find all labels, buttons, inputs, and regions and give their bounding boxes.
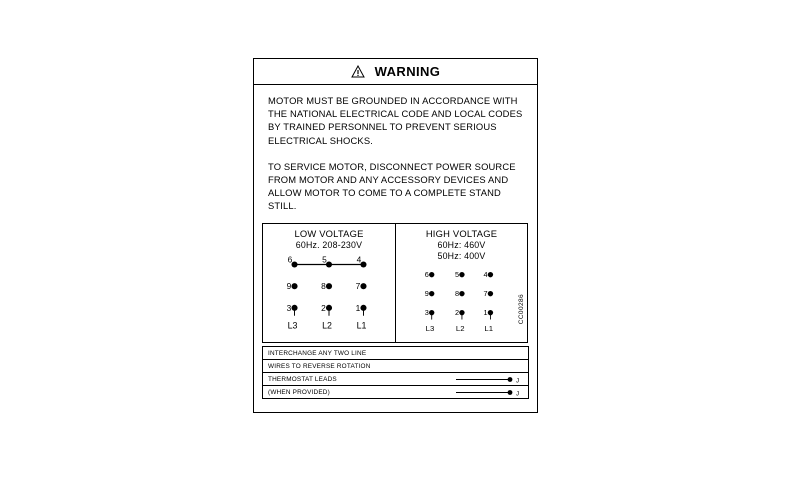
svg-text:3: 3 [424,308,429,318]
svg-text:4: 4 [356,254,362,265]
thermostat-lead-icon [454,373,524,386]
high-voltage-title: HIGH VOLTAGE [425,228,498,239]
svg-text:8: 8 [455,289,460,299]
high-voltage-subtitle-2: 50Hz: 400V [437,251,486,261]
note-rows [262,346,529,399]
svg-text:L1: L1 [356,320,367,331]
svg-text:1: 1 [355,302,361,313]
svg-text:5: 5 [455,270,460,280]
svg-text:L1: L1 [484,323,494,333]
svg-text:L3: L3 [287,320,298,331]
warning-paragraph-1: MOTOR MUST BE GROUNDED IN ACCORDANCE WITH THE NATIONAL ELECTRICAL CODE AND LOCAL CODES BY TRAINED PERSONNEL TO PREVENT SERIOUS ELECTRICAL SHOCKS. [268,95,523,146]
svg-text:L2: L2 [455,323,465,333]
svg-text:6: 6 [287,254,293,265]
svg-text:L3: L3 [425,323,435,333]
drawing-code: CC00286 [518,293,525,324]
svg-text:1: 1 [483,308,488,318]
low-voltage-schematic [263,254,395,342]
note-text: WIRES TO REVERSE ROTATION [268,362,371,370]
warning-body [254,85,537,221]
svg-text:7: 7 [483,289,488,299]
warning-title: WARNING [374,64,441,79]
note-text: THERMOSTAT LEADS [268,375,337,383]
high-voltage-schematic [396,266,527,342]
motor-wiring-label-plate [253,58,538,413]
svg-text:2: 2 [455,308,460,318]
svg-text:6: 6 [424,270,429,280]
svg-text:9: 9 [286,281,292,292]
low-voltage-title-block [263,228,395,251]
low-voltage-diagram [262,223,396,343]
note-row [263,386,528,399]
high-voltage-subtitle: 60Hz: 460V [437,239,486,250]
svg-text:4: 4 [483,270,488,280]
svg-text:J: J [516,391,519,398]
svg-text:9: 9 [424,289,429,299]
note-text: (WHEN PROVIDED) [268,388,330,396]
low-voltage-title: LOW VOLTAGE [294,228,364,239]
thermostat-lead-icon [454,386,524,399]
svg-text:7: 7 [355,281,361,292]
warning-header [254,59,537,85]
high-voltage-title-block [396,228,527,263]
svg-text:5: 5 [322,254,327,265]
low-voltage-subtitle: 60Hz. 208-230V [295,239,363,250]
note-text: INTERCHANGE ANY TWO LINE [268,349,367,357]
note-row [263,347,528,360]
svg-text:L2: L2 [322,320,332,331]
svg-text:2: 2 [321,302,326,313]
warning-paragraph-2: TO SERVICE MOTOR, DISCONNECT POWER SOURCE FROM MOTOR AND ANY ACCESSORY DEVICES AND ALLOW MOTOR TO COME TO A COMPLETE STAND STILL. [268,160,516,212]
svg-text:3: 3 [286,302,292,313]
wiring-diagrams [262,223,529,343]
svg-text:J: J [516,378,519,385]
warning-triangle-icon [351,65,365,78]
note-row [263,373,528,386]
high-voltage-diagram [395,223,528,343]
note-row [263,360,528,373]
svg-text:8: 8 [321,281,326,292]
